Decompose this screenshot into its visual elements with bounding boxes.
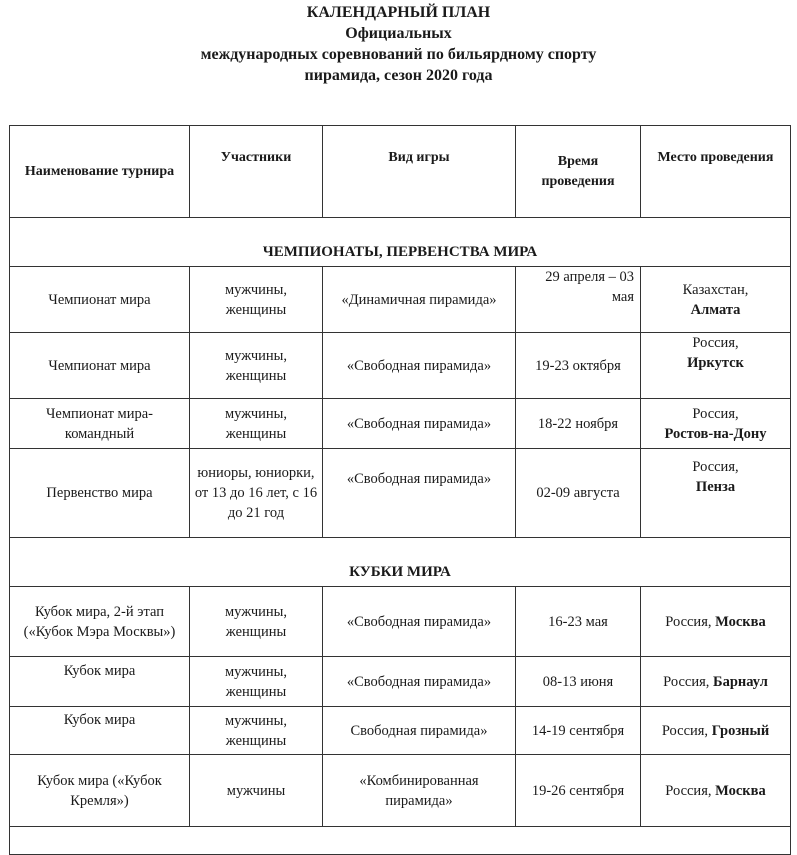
participants: мужчины bbox=[190, 755, 323, 827]
game-type: «Динамичная пирамида» bbox=[323, 267, 516, 333]
tournament-name: Кубок мира bbox=[10, 657, 190, 707]
venue-country: Россия, bbox=[665, 613, 712, 630]
game-type: Свободная пирамида» bbox=[323, 707, 516, 755]
event-dates: 29 апреля – 03 мая bbox=[516, 267, 641, 333]
venue bbox=[641, 657, 791, 707]
tournament-name: Кубок мира («Кубок Кремля») bbox=[10, 755, 190, 827]
participants: мужчины, женщины bbox=[190, 267, 323, 333]
tournament-name: Чемпионат мира-командный bbox=[10, 399, 190, 449]
event-dates: 16-23 мая bbox=[516, 587, 641, 657]
column-header: Вид игры bbox=[323, 126, 516, 218]
venue bbox=[641, 587, 791, 657]
venue-city: Алмата bbox=[690, 301, 741, 318]
tournament-name: Кубок мира bbox=[10, 707, 190, 755]
event-dates: 14-19 сентября bbox=[516, 707, 641, 755]
table-row bbox=[10, 657, 791, 707]
section-row bbox=[10, 218, 791, 267]
participants: мужчины, женщины bbox=[190, 707, 323, 755]
venue-city: Москва bbox=[715, 782, 766, 799]
venue bbox=[641, 707, 791, 755]
table-row bbox=[10, 399, 791, 449]
venue-country: Россия, bbox=[661, 722, 709, 739]
event-dates: 18-22 ноября bbox=[516, 399, 641, 449]
table-header-row bbox=[10, 126, 791, 218]
header-subtitle-2: международных соревнований по бильярдному спорту bbox=[200, 46, 597, 63]
event-dates: 19-23 октября bbox=[516, 333, 641, 399]
column-header: Участники bbox=[190, 126, 323, 218]
table-row bbox=[10, 755, 791, 827]
venue-city: Ростов-на-Дону bbox=[664, 425, 767, 442]
tournament-name: Кубок мира, 2-й этап («Кубок Мэра Москвы») bbox=[10, 587, 190, 657]
venue bbox=[641, 333, 791, 399]
venue bbox=[641, 755, 791, 827]
column-header: Время проведения bbox=[516, 126, 641, 218]
venue-country: Россия, bbox=[692, 459, 739, 475]
venue-city: Барнаул bbox=[713, 673, 768, 690]
venue-city: Иркутск bbox=[687, 355, 744, 371]
venue bbox=[641, 267, 791, 333]
venue-country: Россия, bbox=[692, 335, 739, 351]
game-type: «Свободная пирамида» bbox=[323, 587, 516, 657]
tournament-name: Чемпионат мира bbox=[10, 267, 190, 333]
event-dates: 02-09 августа bbox=[516, 449, 641, 538]
participants: мужчины, женщины bbox=[190, 333, 323, 399]
participants: юниоры, юниорки, от 13 до 16 лет, с 16 до 21 год bbox=[190, 449, 323, 538]
section-row bbox=[10, 538, 791, 587]
venue-city: Москва bbox=[715, 613, 766, 630]
participants: мужчины, женщины bbox=[190, 657, 323, 707]
participants: мужчины, женщины bbox=[190, 587, 323, 657]
table-row bbox=[10, 587, 791, 657]
venue-country: Россия, bbox=[692, 405, 739, 422]
event-dates: 08-13 июня bbox=[516, 657, 641, 707]
game-type: «Свободная пирамида» bbox=[323, 399, 516, 449]
empty-cell bbox=[10, 827, 791, 855]
venue-city: Грозный bbox=[711, 722, 770, 739]
table-row bbox=[10, 449, 791, 538]
event-dates: 19-26 сентября bbox=[516, 755, 641, 827]
tournament-name: Первенство мира bbox=[10, 449, 190, 538]
participants: мужчины, женщины bbox=[190, 399, 323, 449]
venue bbox=[641, 399, 791, 449]
calendar-table bbox=[9, 125, 791, 855]
section-title: ЧЕМПИОНАТЫ, ПЕРВЕНСТВА МИРА bbox=[10, 218, 791, 267]
venue-country: Россия, bbox=[665, 782, 712, 799]
table-row bbox=[10, 333, 791, 399]
venue-country: Казахстан, bbox=[682, 281, 749, 298]
document-header bbox=[0, 2, 797, 86]
header-subtitle-1: Официальных bbox=[345, 25, 452, 42]
game-type: «Свободная пирамида» bbox=[323, 657, 516, 707]
venue bbox=[641, 449, 791, 538]
game-type: «Свободная пирамида» bbox=[323, 449, 516, 538]
column-header: Наименование турнира bbox=[10, 126, 190, 218]
venue-city: Пенза bbox=[695, 479, 736, 495]
game-type: «Свободная пирамида» bbox=[323, 333, 516, 399]
table-row bbox=[10, 267, 791, 333]
table-row-empty bbox=[10, 827, 791, 855]
column-header: Место проведения bbox=[641, 126, 791, 218]
table-row bbox=[10, 707, 791, 755]
header-subtitle-3: пирамида, сезон 2020 года bbox=[304, 67, 493, 84]
venue-country: Россия, bbox=[663, 673, 710, 690]
section-title: КУБКИ МИРА bbox=[10, 538, 791, 587]
header-title: КАЛЕНДАРНЫЙ ПЛАН bbox=[306, 4, 491, 21]
game-type: «Комбинированная пирамида» bbox=[323, 755, 516, 827]
tournament-name: Чемпионат мира bbox=[10, 333, 190, 399]
